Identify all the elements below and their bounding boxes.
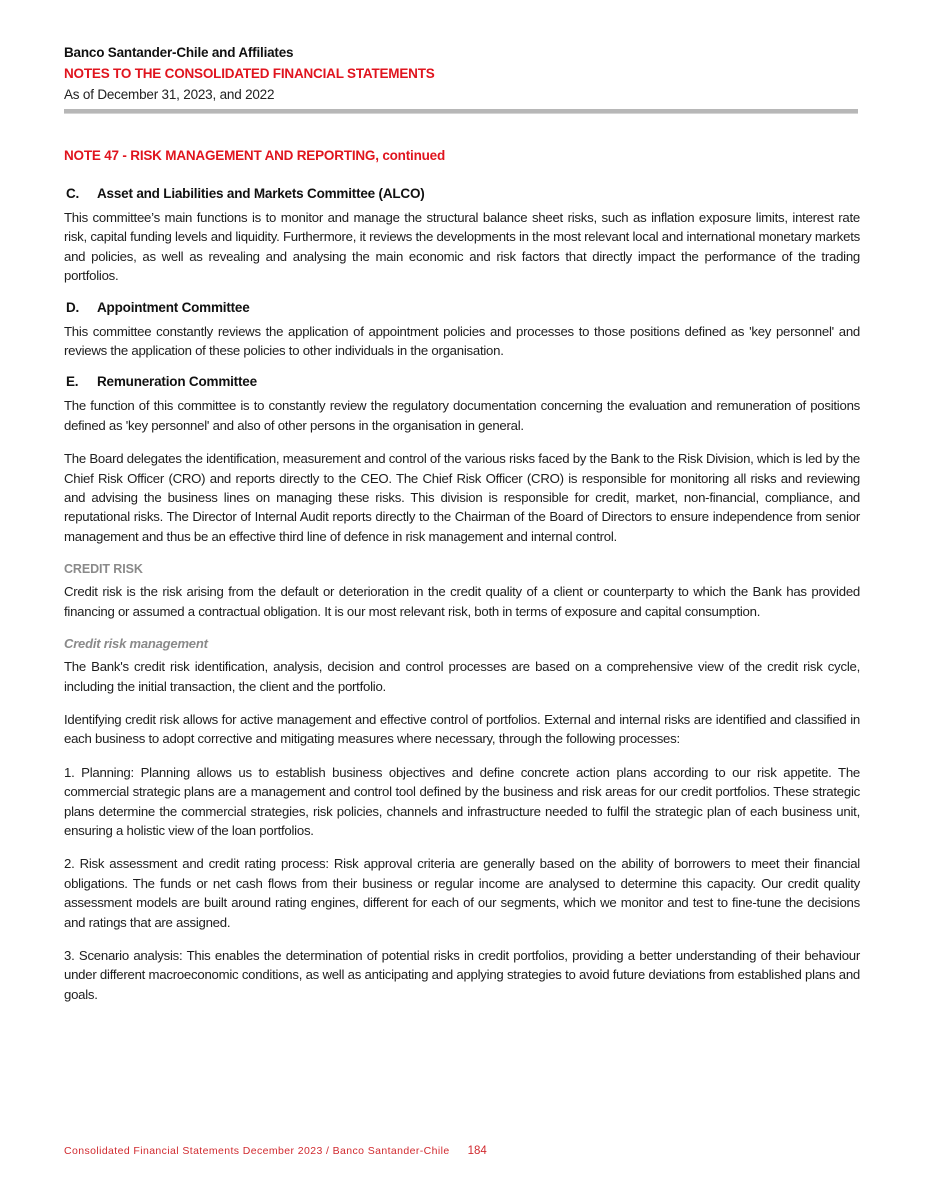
page-body [64,146,860,1018]
section-appointment-committee [64,298,860,361]
section-heading [66,298,860,318]
section-paragraph: This committee constantly reviews the application of appointment policies and processes to those positions defined as 'key personnel' and reviews the application of these policies to other individuals in the organisation. [64,323,860,359]
section-letter: E. [66,374,79,390]
page-footer [64,1145,487,1157]
process-item-scenario-analysis: 3. Scenario analysis: This enables the determination of potential risks in credit portfolios, providing a better understanding of their behaviour under different macroeconomic conditions, as well as anticipating and applying strategies to avoid future deviations from established plans and goals. [64,947,860,1002]
section-paragraph: The function of this committee is to constantly review the regulatory documentation concerning the evaluation and remuneration of positions defined as 'key personnel' and also of other persons in the organisation in general. [64,398,860,433]
section-letter: C. [66,186,80,201]
page-header [64,42,858,114]
management-paragraph: Identifying credit risk allows for active management and effective control of portfolios. External and internal risks are identified and classified in each business to adopt corrective and mitigating measures where necessary, through the following processes: [64,711,860,747]
credit-risk-label: CREDIT RISK [64,562,143,577]
board-paragraph: The Board delegates the identification, measurement and control of the various risks faced by the Bank to the Risk Division, which is led by the Chief Risk Officer (CRO) and reports directly to the CEO. The Chief Risk Officer (CRO) is responsible for monitoring all risks and reviewing and advising the business lines on managing these risks. This division is responsible for credit, market, non-financial, compliance, and reputational risks. The Director of Internal Audit reports directly to the Chairman of the Board of Directors to ensure independence from senior management and thus be an effective third line of defence in risk management and internal control. [64,451,860,544]
section-heading-text: Remuneration Committee [97,374,257,390]
section-heading-text: Asset and Liabilities and Markets Committee (ALCO) [97,186,425,201]
as-of-date: As of December 31, 2023, and 2022 [64,87,275,102]
section-paragraph: This committee’s main functions is to monitor and manage the structural balance sheet risks, such as inflation exposure limits, interest rate risk, capital funding levels and liquidity. Furthermore, it reviews the developments in the most relevant local and international monetary markets and policies, as well as revealing and analysing the main economic and risk factors that directly impact the performance of the trading portfolios. [64,210,860,284]
section-letter: D. [66,299,80,315]
process-item-planning: 1. Planning: Planning allows us to establish business objectives and define concrete action plans according to our risk appetite. The commercial strategic plans are a management and control tool defined by the business and risk areas for our credit portfolios. These strategic plans determine the commercial strategies, risk policies, channels and infrastructure needed to fulfil the strategic plan of each business unit, ensuring a holistic view of the loan portfolios. [64,764,860,838]
notes-title: NOTES TO THE CONSOLIDATED FINANCIAL STATEMENTS [64,66,435,81]
credit-risk-management-label: Credit risk management [64,636,208,652]
section-heading-text: Appointment Committee [97,299,250,315]
header-divider [64,109,858,114]
section-heading [66,372,860,392]
process-item-risk-assessment: 2. Risk assessment and credit rating process: Risk approval criteria are generally based on the ability of borrowers to meet their financial obligations. The funds or net cash flows from their business or regular income are analysed to determine this capacity. Our credit quality assessment models are built around rating engines, different for each of our segments, which we monitor and test to fine-tune the decisions and ratings that are assigned. [64,856,860,930]
section-heading [66,184,860,204]
company-name: Banco Santander-Chile and Affiliates [64,45,294,60]
credit-risk-paragraph: Credit risk is the risk arising from the default or deterioration in the credit quality of a client or counterparty to which the Bank has provided financing or assumed a contractual obligation. It is our most relevant risk, both in terms of exposure and capital consumption. [64,584,860,619]
page-number: 184 [467,1145,487,1157]
footer-text: Consolidated Financial Statements December 2023 / Banco Santander-Chile [64,1145,450,1157]
section-remuneration-committee [64,372,860,435]
management-paragraph: The Bank's credit risk identification, analysis, decision and control processes are based on a comprehensive view of the credit risk cycle, including the initial transaction, the client and the portfolio. [64,659,860,694]
section-alco [64,184,860,286]
note-title: NOTE 47 - RISK MANAGEMENT AND REPORTING, continued [64,148,446,163]
